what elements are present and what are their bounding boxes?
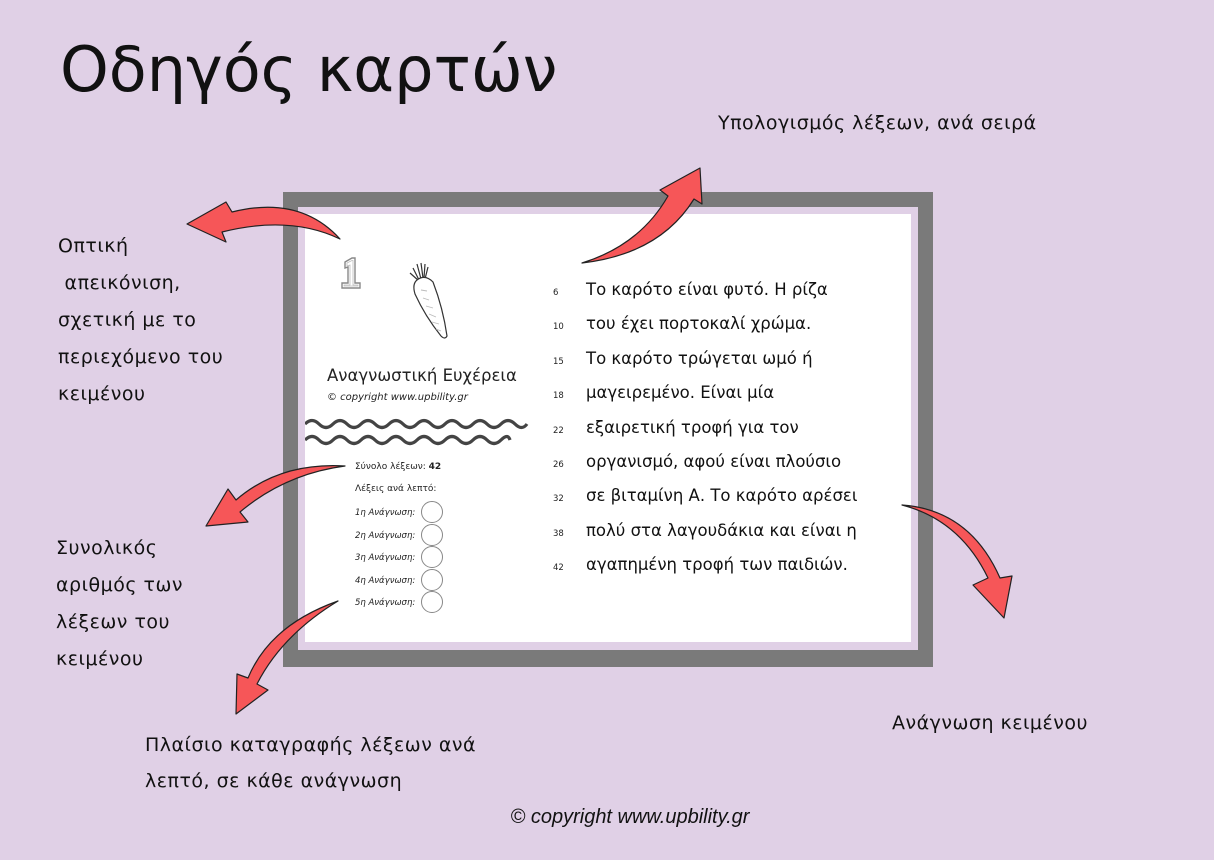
line-text: σε βιταμίνη Α. Το καρότο αρέσει — [586, 486, 858, 506]
annotation-line: λέξεων του — [56, 611, 170, 633]
annotation-line: αριθμός των — [56, 574, 184, 596]
words-per-minute-label: Λέξεις ανά λεπτό: — [355, 484, 437, 494]
line-text: εξαιρετική τροφή για τον — [586, 417, 799, 437]
total-words-label: Σύνολο λέξεων: — [355, 462, 426, 472]
annotation-line: κειμένου — [56, 648, 144, 670]
annotation-line: κειμένου — [58, 383, 146, 405]
line-word-count: 26 — [553, 459, 564, 470]
reading-label: 1η Ανάγνωση: — [355, 508, 416, 518]
card-copyright: © copyright www.upbility.gr — [327, 392, 468, 403]
annotation-line: Οπτική — [58, 235, 129, 257]
annotation-text-reading: Ανάγνωση κειμένου — [892, 712, 1089, 734]
line-text: του έχει πορτοκαλί χρώμα. — [586, 314, 812, 334]
annotation-line: απεικόνιση, — [58, 272, 181, 294]
line-word-count: 6 — [553, 288, 559, 298]
line-text: μαγειρεμένο. Είναι μία — [586, 383, 775, 403]
line-word-count: 10 — [553, 322, 564, 333]
annotation-line: λεπτό, σε κάθε ανάγνωση — [145, 770, 403, 792]
reading-label: 4η Ανάγνωση: — [355, 575, 416, 586]
line-word-count: 38 — [553, 528, 564, 539]
line-word-count: 42 — [553, 563, 564, 574]
line-word-count: 15 — [553, 356, 564, 367]
reading-label: 2η Ανάγνωση: — [355, 530, 416, 541]
line-text: οργανισμό, αφού είναι πλούσιο — [586, 451, 842, 471]
line-word-count: 18 — [553, 391, 564, 402]
annotation-line: Συνολικός — [56, 537, 158, 559]
line-text: πολύ στα λαγουδάκια και είναι η — [586, 520, 857, 540]
footer-copyright: © copyright www.upbility.gr — [510, 806, 750, 828]
total-words-value: 42 — [428, 462, 442, 472]
line-word-count: 22 — [553, 425, 564, 436]
line-word-count: 32 — [553, 494, 564, 505]
annotation-line: σχετική με το — [58, 309, 197, 331]
card-title: Αναγνωστική Ευχέρεια — [327, 366, 517, 385]
reading-label: 3η Ανάγνωση: — [355, 553, 416, 563]
reading-label: 5η Ανάγνωση: — [355, 598, 416, 608]
line-text: αγαπημένη τροφή των παιδιών. — [586, 555, 848, 575]
annotation-line: Πλαίσιο καταγραφής λέξεων ανά — [145, 734, 477, 756]
line-text: Το καρότο είναι φυτό. Η ρίζα — [586, 280, 828, 299]
annotation-line: περιεχόμενο του — [58, 346, 224, 368]
page-title: Οδηγός καρτών — [60, 33, 558, 106]
line-text: Το καρότο τρώγεται ωμό ή — [586, 348, 813, 368]
annotation-word-count-per-line: Υπολογισμός λέξεων, ανά σειρά — [718, 112, 1037, 134]
